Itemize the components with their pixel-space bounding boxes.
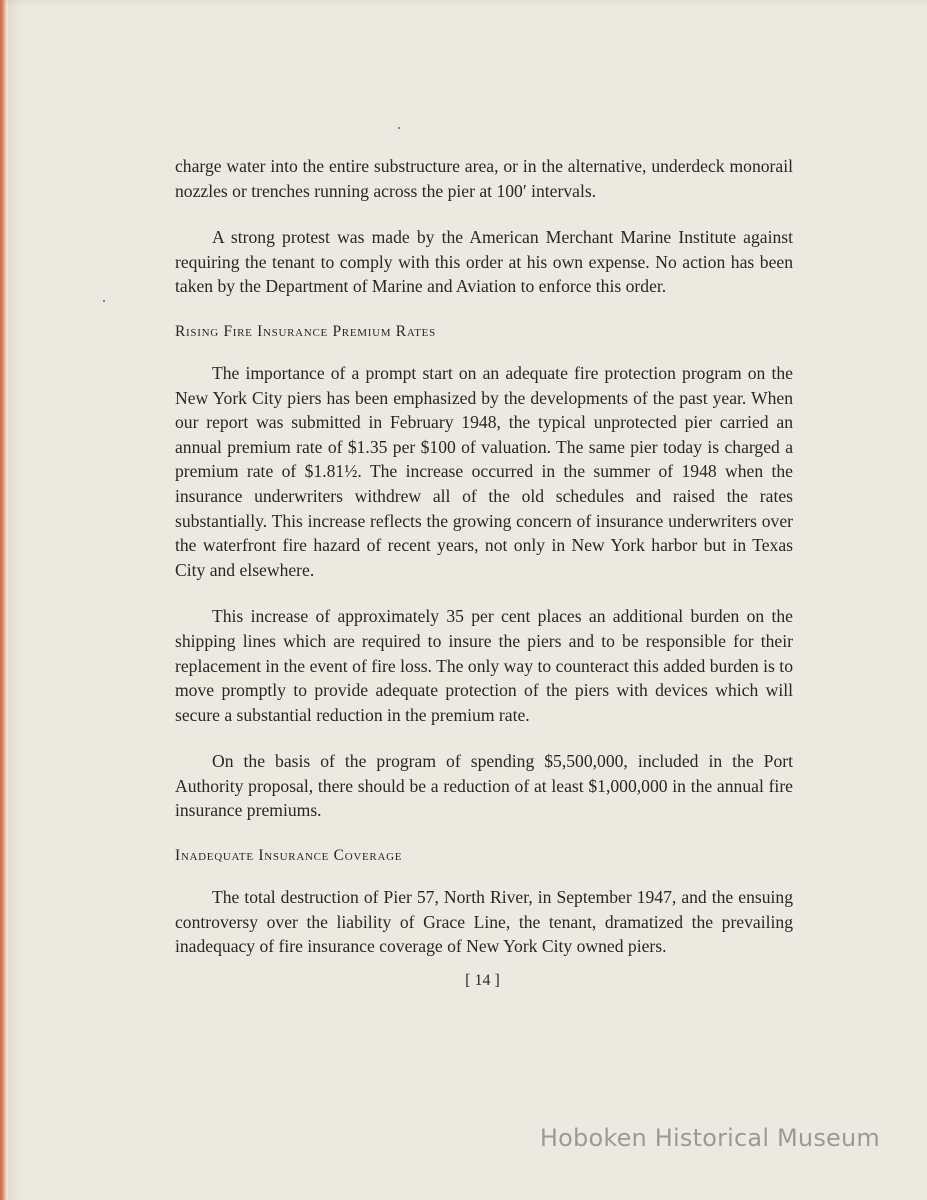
paper-speck [398,127,400,129]
paragraph-protest: A strong protest was made by the American Merchant Marine Institute against requiring the tenant to comply with this order at his own expense. No action has been taken by the Department of Marine and Aviation to enforce this order. [175,227,793,297]
page-number: [ 14 ] [465,972,500,989]
paragraph-continuation: charge water into the entire substructure area, or in the alternative, underdeck monorail nozzles or trenches running across the pier at 100′ intervals. [175,156,793,201]
document-body [175,154,793,981]
paragraph-increase: This increase of approximately 35 per cent places an additional burden on the shipping lines which are required to insure the piers and to be responsible for their replacement in the event of fire loss. The only way to counteract this added burden is to move promptly to provide adequate protection of the piers with devices which will secure a substantial reduction in the premium rate. [175,606,793,725]
paragraph-importance: The importance of a prompt start on an adequate fire protection program on the New York City piers has been emphasized by the developments of the past year. When our report was submitted in February 1948, the typical unprotected pier carried an annual premium rate of $1.35 per $100 of valuation. The same pier today is charged a premium rate of $1.81½. The increase occurred in the summer of 1948 when the insurance underwriters withdrew all of the old schedules and raised the rates substantially. This increase reflects the growing concern of insurance underwriters over the waterfront fire hazard of recent years, not only in New York harbor but in Texas City and elsewhere. [175,362,793,580]
paragraph-pier-57: The total destruction of Pier 57, North River, in September 1947, and the ensuing controversy over the liability of Grace Line, the tenant, dramatized the prevailing inadequacy of fire insurance coverage of New York City owned piers. [175,887,793,957]
watermark: Hoboken Historical Museum [539,1124,880,1152]
section-heading-inadequate-coverage: Inadequate Insurance Coverage [175,847,403,865]
page-edge [0,0,8,1200]
page-top-shadow [0,0,927,6]
page-gutter-shadow [8,0,22,1200]
paragraph-program-basis: On the basis of the program of spending $5,500,000, included in the Port Authority proposal, there should be a reduction of at least $1,000,000 in the annual fire insurance premiums. [175,751,793,821]
page-number-container [0,972,927,990]
section-heading-rising-rates: Rising Fire Insurance Premium Rates [175,322,436,340]
paper-speck [103,300,105,302]
